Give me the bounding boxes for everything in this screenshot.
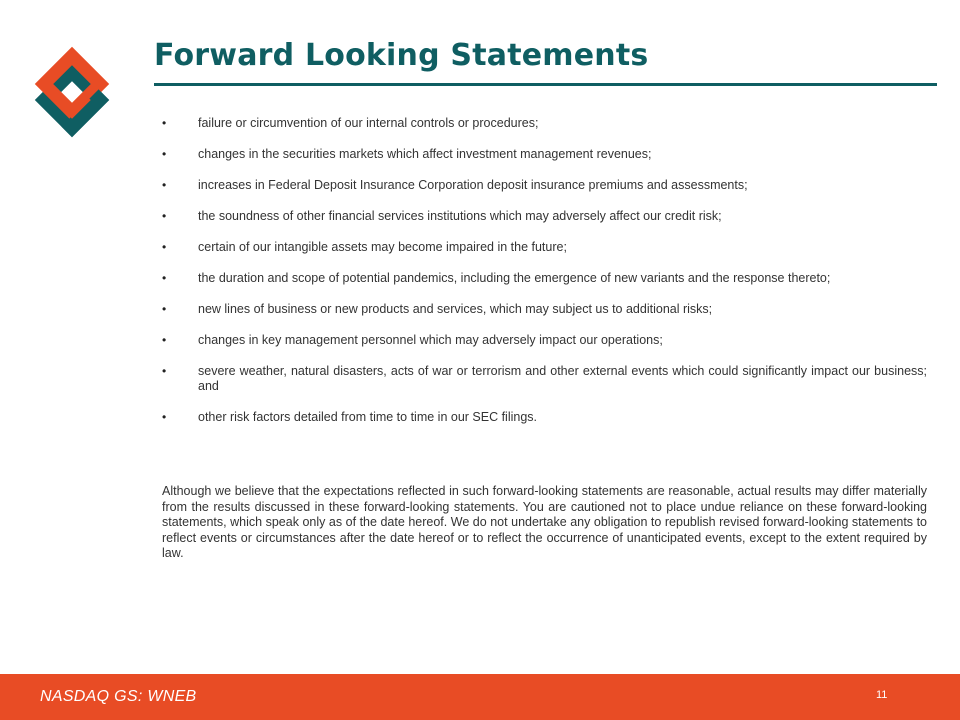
list-item: [160, 410, 927, 425]
bullet-marker: •: [162, 116, 167, 130]
list-item-text: other risk factors detailed from time to time in our SEC filings.: [198, 410, 538, 424]
list-item: [160, 302, 927, 317]
bullet-marker: •: [162, 240, 167, 254]
bullet-marker: •: [162, 147, 167, 161]
page-title: Forward Looking Statements: [154, 38, 649, 73]
list-item-text: changes in the securities markets which affect investment management revenues;: [198, 147, 652, 161]
list-item: [160, 147, 927, 162]
bullet-marker: •: [162, 333, 167, 347]
risk-factor-list: [160, 116, 927, 441]
bullet-marker: •: [162, 209, 167, 223]
bullet-marker: •: [162, 271, 167, 285]
footer-bar: [0, 674, 960, 720]
bullet-marker: •: [162, 364, 167, 378]
list-item: [160, 209, 927, 224]
bullet-marker: •: [162, 178, 167, 192]
list-item-text: increases in Federal Deposit Insurance Corporation deposit insurance premiums and assessments;: [198, 178, 748, 192]
list-item-text: the duration and scope of potential pandemics, including the emergence of new variants and the response thereto;: [198, 271, 831, 285]
bullet-marker: •: [162, 410, 167, 424]
list-item: [160, 271, 927, 286]
list-item-text: failure or circumvention of our internal controls or procedures;: [198, 116, 539, 130]
list-item-text: changes in key management personnel which may adversely impact our operations;: [198, 333, 663, 347]
list-item: [160, 364, 927, 394]
list-item: [160, 333, 927, 348]
footer-ticker: NASDAQ GS: WNEB: [40, 688, 197, 705]
list-item-text: new lines of business or new products and services, which may subject us to additional risks;: [198, 302, 713, 316]
page-number: 11: [876, 689, 888, 701]
list-item: [160, 178, 927, 193]
list-item-text: severe weather, natural disasters, acts of war or terrorism and other external events which could significantly impact our business; and: [198, 364, 927, 393]
bullet-marker: •: [162, 302, 167, 316]
list-item: [160, 116, 927, 131]
list-item: [160, 240, 927, 255]
company-logo-icon: [22, 46, 122, 146]
title-divider: [154, 83, 937, 86]
disclaimer-paragraph: Although we believe that the expectations reflected in such forward-looking statements are reasonable, actual results may differ materially from the results discussed in these forward-looking statements. You are cautioned not to place undue reliance on these forward-looking statements, which speak only as of the date hereof. We do not undertake any obligation to republish revised forward-looking statements to reflect events or circumstances after the date hereof or to reflect the occurrence of unanticipated events, except to the extent required by law.: [162, 484, 927, 560]
list-item-text: the soundness of other financial services institutions which may adversely affect our credit risk;: [198, 209, 722, 223]
list-item-text: certain of our intangible assets may become impaired in the future;: [198, 240, 567, 254]
